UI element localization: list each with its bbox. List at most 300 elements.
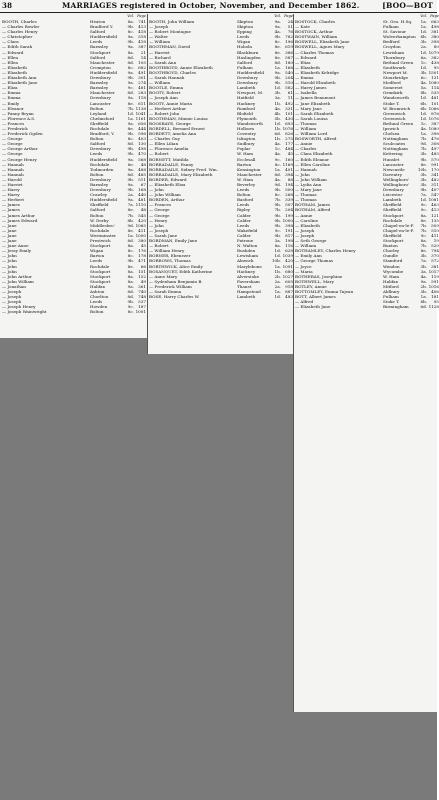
entry-name: — Christopher: [2, 34, 33, 40]
entry-volume: 8e.: [274, 49, 281, 55]
entry-district: W. Ham: [237, 151, 253, 157]
entry-volume: 8d.: [274, 171, 281, 177]
entry-name: BOOSBAYE, George: [149, 120, 191, 126]
entry-volume: 7b.: [420, 227, 427, 233]
entry-page: 45: [140, 243, 146, 249]
entry-district: Sheffield: [383, 202, 402, 208]
entry-district: Barnsley: [90, 44, 109, 50]
entry-volume: 7b.: [420, 243, 427, 249]
entry-name: — Edward: [2, 49, 24, 55]
entry-page: 180: [285, 59, 293, 65]
entry-district: Rochdale: [383, 217, 403, 223]
entry-volume: 8e.: [274, 54, 281, 60]
entry-page: 540: [285, 69, 293, 75]
entry-volume: 9a.: [127, 34, 134, 40]
entry-district: Rochdale: [90, 227, 110, 233]
entry-name: — Harriet: [2, 182, 23, 187]
entry-name: — Emily Ann: [295, 253, 322, 259]
entry-volume: 1d.: [420, 49, 427, 55]
entry-name: — Emily: [2, 100, 20, 106]
entry-name: — Sarah Hannah: [149, 75, 185, 81]
entry-page: 887: [285, 288, 293, 294]
entry-page: 535: [431, 90, 439, 96]
entry-page: 1076: [428, 115, 439, 121]
entry-page: 1017: [428, 268, 439, 274]
entry-name: — Joseph: [2, 299, 22, 305]
column-header-vol: Vol.: [420, 14, 427, 18]
entry-page: 497: [431, 146, 439, 152]
entry-volume: 6b.: [420, 34, 427, 40]
entry-name: — John William: [295, 176, 327, 182]
entry-page: 116: [285, 243, 293, 249]
entry-district: Middlesbro': [90, 222, 115, 228]
entry-district: Wellingboro': [383, 176, 410, 182]
column-header-page: Page: [284, 14, 293, 18]
entry-volume: 9b.: [127, 131, 134, 137]
entry-volume: 9c.: [127, 85, 134, 91]
entry-name: — Edward: [295, 54, 317, 60]
entry-name: — Elizabeth Jane: [2, 80, 38, 86]
entry-district: Dewsbury: [90, 176, 111, 182]
entry-page: 418: [138, 39, 146, 45]
entry-district: Wandsworth: [383, 95, 409, 101]
column-divider: [293, 14, 294, 712]
entry-name: — Elizabeth Eliza: [149, 182, 186, 187]
entry-page: 438: [431, 59, 439, 65]
entry-volume: 8c.: [127, 29, 134, 35]
entry-district: W. Ham: [383, 273, 399, 279]
entry-volume: 3b.: [420, 151, 427, 157]
entry-district: Hatfield: [237, 95, 254, 101]
entry-page: 398: [431, 39, 439, 45]
entry-name: — Frederick William: [149, 283, 192, 289]
entry-district: Kettering: [383, 151, 403, 157]
register-entry: [2, 309, 146, 314]
entry-volume: 7b.: [274, 207, 281, 213]
entry-district: Leeds: [90, 151, 103, 157]
entry-district: Aldbury: [383, 288, 400, 294]
entry-name: BOOTHROYD, Charles: [149, 69, 196, 75]
entry-volume: 7b.: [420, 136, 427, 142]
entry-volume: 8e.: [420, 161, 427, 167]
entry-page: 198: [285, 238, 293, 244]
entry-page: 382: [431, 54, 439, 60]
entry-volume: 9b.: [127, 146, 134, 152]
entry-volume: 3b.: [420, 253, 427, 259]
entry-volume: 1c.: [420, 120, 427, 126]
entry-page: 482: [431, 176, 439, 182]
entry-volume: 3b.: [420, 182, 427, 187]
entry-district: Calder: [237, 232, 251, 238]
entry-name: — Robert: [149, 151, 169, 157]
entry-page: 406: [431, 288, 439, 294]
entry-name: — Harry: [2, 192, 20, 198]
entry-name: BORRADAILE, Mary Elizabeth: [149, 171, 213, 177]
entry-district: Huddersfield: [237, 69, 265, 75]
entry-page: 740: [138, 288, 146, 294]
entry-volume: 8a.: [274, 243, 281, 249]
entry-name: BORDMAN, Emily Jane: [149, 238, 198, 244]
entry-district: Stockport: [90, 278, 111, 284]
entry-name: — Florence A.S.: [2, 115, 36, 121]
entry-page: 48: [140, 161, 146, 167]
entry-page: 341: [431, 171, 439, 177]
entry-name: — George Arthur: [2, 146, 38, 152]
entry-name: — Joseph: [2, 288, 22, 294]
entry-page: 204: [285, 207, 293, 213]
entry-name: — Elizabeth: [295, 222, 320, 228]
entry-district: Greenwich: [383, 115, 406, 121]
entry-page: 463: [431, 202, 439, 208]
entry-page: 491: [138, 69, 146, 75]
entry-district: Chapel-en-le-F.: [383, 222, 415, 228]
entry-page: 387: [431, 120, 439, 126]
entry-volume: 6d.: [420, 304, 427, 310]
entry-volume: 1d.: [420, 29, 427, 35]
entry-volume: 8d.: [127, 54, 134, 60]
entry-page: 498: [138, 146, 146, 152]
entry-page: 95: [433, 299, 439, 305]
entry-page: 88: [287, 176, 293, 182]
entry-page: 311: [431, 182, 439, 187]
entry-volume: 6b.: [420, 105, 427, 111]
entry-name: BORDER, Edward: [149, 176, 187, 182]
entry-district: Bradford Y.: [90, 24, 114, 30]
entry-volume: 1a.: [274, 166, 281, 172]
entry-name: — George: [149, 212, 170, 218]
entry-page: 196: [285, 39, 293, 45]
entry-page: 49: [140, 278, 146, 284]
entry-volume: 3b.: [420, 39, 427, 45]
entry-name: — Elizabeth Kelridge: [295, 69, 339, 75]
entry-volume: 7b.: [420, 146, 427, 152]
entry-district: Huddersfield: [90, 197, 118, 203]
entry-volume: 2a.: [420, 44, 427, 50]
entry-page: 591: [431, 278, 439, 284]
entry-name: BOOTHMAN, Minnie Louisa: [149, 115, 208, 121]
entry-page: 1065: [135, 222, 146, 228]
entry-volume: 5a.: [420, 85, 427, 91]
entry-page: 420: [138, 217, 146, 223]
entry-name: — Eliza: [2, 85, 18, 91]
entry-district: Wycombe: [383, 268, 404, 274]
entry-page: 1128: [428, 304, 439, 310]
entry-district: Leeds: [237, 187, 250, 193]
entry-volume: 8a.: [420, 212, 427, 218]
entry-name: — Herbert: [2, 197, 24, 203]
entry-page: 67: [140, 182, 146, 187]
entry-name: — Sarah Jane: [149, 232, 178, 238]
entry-district: Bolton: [90, 105, 104, 111]
entry-page: 101: [431, 100, 439, 106]
entry-volume: 9c.: [420, 207, 427, 213]
entry-district: Crawley: [90, 192, 108, 198]
entry-district: Hoboln: [237, 44, 253, 50]
entry-name: — Herbert Arthur: [149, 105, 187, 111]
entry-page: 485: [431, 151, 439, 157]
entry-page: 178: [138, 253, 146, 259]
entry-page: 572: [431, 258, 439, 264]
entry-name: — William Henry: [149, 248, 185, 254]
entry-district: Leyland: [90, 110, 107, 116]
entry-volume: 9b.: [274, 212, 281, 218]
entry-volume: 2b.: [420, 283, 427, 289]
entry-name: BORDETT, Amelia Ann: [149, 131, 197, 137]
entry-volume: 3b.: [420, 263, 427, 269]
entry-name: BORDEN, Arthur: [149, 197, 185, 203]
entry-name: — Hannah: [2, 171, 24, 177]
entry-page: 168: [138, 187, 146, 193]
entry-name: — Frederick Ogden: [2, 131, 43, 137]
entry-district: Wendon: [383, 263, 400, 269]
entry-page: 680: [285, 268, 293, 274]
entry-page: 413: [431, 207, 439, 213]
entry-district: Plymouth: [237, 115, 257, 121]
entry-volume: 8e.: [127, 227, 134, 233]
entry-name: — Joseph: [149, 24, 169, 30]
entry-name: — Elizabeth: [2, 64, 27, 70]
entry-district: Halifax: [90, 283, 105, 289]
entry-volume: 8a.: [127, 278, 134, 284]
entry-page: 24: [287, 19, 293, 24]
entry-district: Calder: [237, 217, 251, 223]
entry-volume: 8c.: [127, 248, 134, 254]
entry-volume: 9d.: [127, 222, 134, 228]
entry-name: — John: [295, 171, 310, 177]
entry-page: 582: [285, 85, 293, 91]
entry-name: — Clara Elizabeth: [295, 151, 333, 157]
entry-page: 66: [140, 263, 146, 269]
entry-page: 21: [140, 49, 146, 55]
entry-name: — Eliza: [295, 59, 311, 65]
entry-name: — Jane Elizabeth: [295, 100, 331, 106]
entry-name: — Robert: [149, 243, 169, 249]
entry-page: 283: [138, 90, 146, 96]
entry-volume: 9b.: [127, 24, 134, 30]
entry-district: Stockport: [383, 212, 404, 218]
entry-name: — Joseph Wainwright: [2, 309, 47, 315]
entry-name: BOSTOCK, Arthur: [295, 29, 333, 35]
entry-page: 605: [285, 278, 293, 284]
entry-volume: 8d.: [274, 59, 281, 65]
entry-volume: 9b.: [127, 176, 134, 182]
entry-page: 492: [285, 100, 293, 106]
entry-page: 485: [138, 171, 146, 177]
entry-page: 876: [431, 110, 439, 116]
entry-volume: 8e.: [127, 161, 134, 167]
entry-page: 199: [285, 212, 293, 218]
entry-volume: 7b.: [127, 105, 134, 111]
entry-page: 191: [285, 227, 293, 233]
entry-name: — Seth George: [295, 238, 327, 244]
entry-page: 748: [138, 294, 146, 300]
entry-name: — James: [2, 202, 20, 208]
scan-blank-area: [293, 712, 437, 800]
scan-blank-area: [147, 354, 293, 800]
entry-page: 152: [138, 273, 146, 279]
entry-district: Dewsbury: [90, 95, 111, 101]
entry-volume: 1c.: [420, 59, 427, 65]
entry-volume: 8b.: [420, 90, 427, 96]
entry-page: 381: [431, 29, 439, 35]
entry-name: — Frederick: [2, 125, 28, 131]
entry-district: Hackney: [237, 268, 256, 274]
entry-district: Barton: [237, 161, 252, 167]
entry-page: 275: [285, 136, 293, 142]
entry-district: Faversham: [237, 278, 260, 284]
entry-name: — Robert John: [149, 110, 180, 116]
entry-volume: 4a.: [274, 29, 281, 35]
entry-volume: 3a.: [420, 268, 427, 274]
entry-page: 568: [138, 156, 146, 162]
entry-volume: 9b.: [127, 39, 134, 45]
entry-name: BORNETT, Matilda: [149, 156, 189, 162]
entry-district: Sheffield: [90, 202, 109, 208]
entry-district: Coventry: [237, 131, 256, 137]
entry-district: Lambeth: [237, 294, 256, 300]
entry-volume: 3b.: [420, 176, 427, 182]
entry-name: — Harold: [2, 176, 22, 182]
entry-district: Prestwich: [90, 238, 111, 244]
entry-volume: 1c.: [274, 146, 281, 152]
entry-volume: 9b.: [127, 187, 134, 193]
entry-district: Huddersfield: [90, 156, 118, 162]
entry-volume: 9c.: [127, 304, 134, 310]
entry-district: Wolverhampton: [383, 34, 416, 40]
entry-page: 511: [138, 176, 146, 182]
entry-district: Thanet: [237, 283, 252, 289]
entry-name: — Ellen Lilian: [149, 141, 179, 147]
entry-name: BOTHAM, Alfred: [295, 207, 331, 213]
entry-volume: 8a.: [127, 273, 134, 279]
entry-name: BOSANQUET, Edith Katherine: [149, 268, 213, 274]
entry-page: 411: [431, 232, 439, 238]
entry-volume: 9d.: [420, 141, 427, 147]
entry-name: — John: [149, 187, 164, 193]
entry-volume: 9a.: [127, 44, 134, 50]
entry-name: — John: [2, 253, 17, 259]
entry-page: 507: [285, 202, 293, 208]
entry-district: Leeds: [90, 258, 103, 264]
entry-name: — Joseph: [295, 227, 315, 233]
entry-name: — Hannah: [2, 161, 24, 167]
entry-name: BOTLEY, Annie: [295, 283, 327, 289]
entry-district: Fulham: [237, 64, 253, 70]
entry-district: Skipton: [237, 19, 253, 24]
entry-district: Stoke T.: [383, 100, 400, 106]
entry-page: 570: [431, 156, 439, 162]
entry-volume: 3b.: [420, 69, 427, 75]
entry-volume: 8e.: [127, 125, 134, 131]
entry-district: Crompton: [90, 64, 111, 70]
entry-district: Sheffield: [383, 232, 402, 238]
entry-page: 470: [138, 151, 146, 157]
entry-district: Romford: [237, 105, 255, 111]
column-header-vol: Vol.: [127, 14, 134, 18]
entry-district: Dewsbury: [90, 146, 111, 152]
entry-name: — Florence Amelia: [149, 146, 189, 152]
column-header-page: Page: [430, 14, 439, 18]
entry-name: — Jane Anne: [2, 243, 29, 249]
page-number: 38: [2, 1, 13, 10]
entry-name: — Harry James: [295, 85, 327, 91]
entry-name: — Walter: [149, 34, 169, 40]
entry-district: Stoke T.: [383, 299, 400, 305]
entry-district: Chorley: [383, 248, 400, 254]
entry-page: 498: [431, 24, 439, 30]
entry-page: 331: [285, 105, 293, 111]
entry-district: Beverley: [237, 182, 256, 187]
scan-blank-area: [0, 338, 147, 800]
entry-page: 1138: [135, 105, 146, 111]
entry-name: — Jane: [2, 222, 17, 228]
entry-volume: 1d.: [420, 115, 427, 121]
entry-volume: 6b.: [420, 299, 427, 305]
entry-volume: 9b.: [420, 187, 427, 193]
entry-name: — Mary Jane: [295, 105, 322, 111]
entry-name: BOSWELL, Elizabeth Jane: [295, 39, 350, 45]
entry-page: 204: [285, 75, 293, 81]
entry-name: — George: [2, 141, 23, 147]
entry-page: 484: [285, 146, 293, 152]
entry-district: Wigan: [90, 248, 104, 254]
entry-district: Sudbury: [237, 141, 255, 147]
entry-volume: 8c.: [274, 39, 281, 45]
entry-page: 387: [138, 44, 146, 50]
entry-volume: 8a.: [420, 238, 427, 244]
entry-name: — Isabella: [295, 90, 317, 96]
entry-page: 386: [285, 49, 293, 55]
entry-district: Greenwich: [383, 110, 406, 116]
entry-district: Calder: [237, 212, 251, 218]
entry-district: Ripley: [237, 207, 251, 213]
entry-name: — Jessy Emily: [2, 248, 32, 254]
entry-district: Bolton: [90, 136, 104, 142]
entry-page: 547: [431, 192, 439, 198]
entry-name: BOOTHROYD, Annie Elizabeth: [149, 64, 213, 70]
entry-page: 176: [138, 248, 146, 254]
entry-volume: 1a.: [274, 288, 281, 294]
entry-page: 339: [285, 197, 293, 203]
entry-volume: 1d.: [274, 294, 281, 300]
entry-district: Dewsbury: [237, 80, 258, 86]
entry-name: — Joseph: [295, 232, 315, 238]
entry-page: 1091: [282, 263, 293, 269]
entry-volume: 9b.: [127, 258, 134, 264]
entry-name: — James Beaumont: [295, 95, 336, 101]
entry-page: 14: [140, 54, 146, 60]
entry-district: Daventry: [383, 171, 403, 177]
entry-district: Skipton: [237, 24, 253, 30]
entry-name: — Kate: [295, 24, 310, 30]
entry-volume: 8b.: [127, 217, 134, 223]
page-header: [0, 0, 437, 12]
entry-page: 1501: [428, 69, 439, 75]
entry-district: Salford: [90, 54, 106, 60]
entry-volume: 9a.: [274, 24, 281, 30]
entry-district: Leeds: [237, 222, 250, 228]
entry-district: Islington: [237, 136, 256, 142]
entry-volume: 8d.: [127, 90, 134, 96]
entry-volume: 9b.: [274, 232, 281, 238]
entry-name: — Maria: [295, 268, 313, 274]
entry-volume: 9a.: [127, 95, 134, 101]
entry-volume: 8c.: [127, 309, 134, 315]
entry-name: BOSWORTH, Alfred: [295, 136, 337, 142]
entry-page: 121: [431, 212, 439, 218]
entry-page: 430: [285, 115, 293, 121]
entry-district: Huddersfield: [90, 69, 118, 75]
